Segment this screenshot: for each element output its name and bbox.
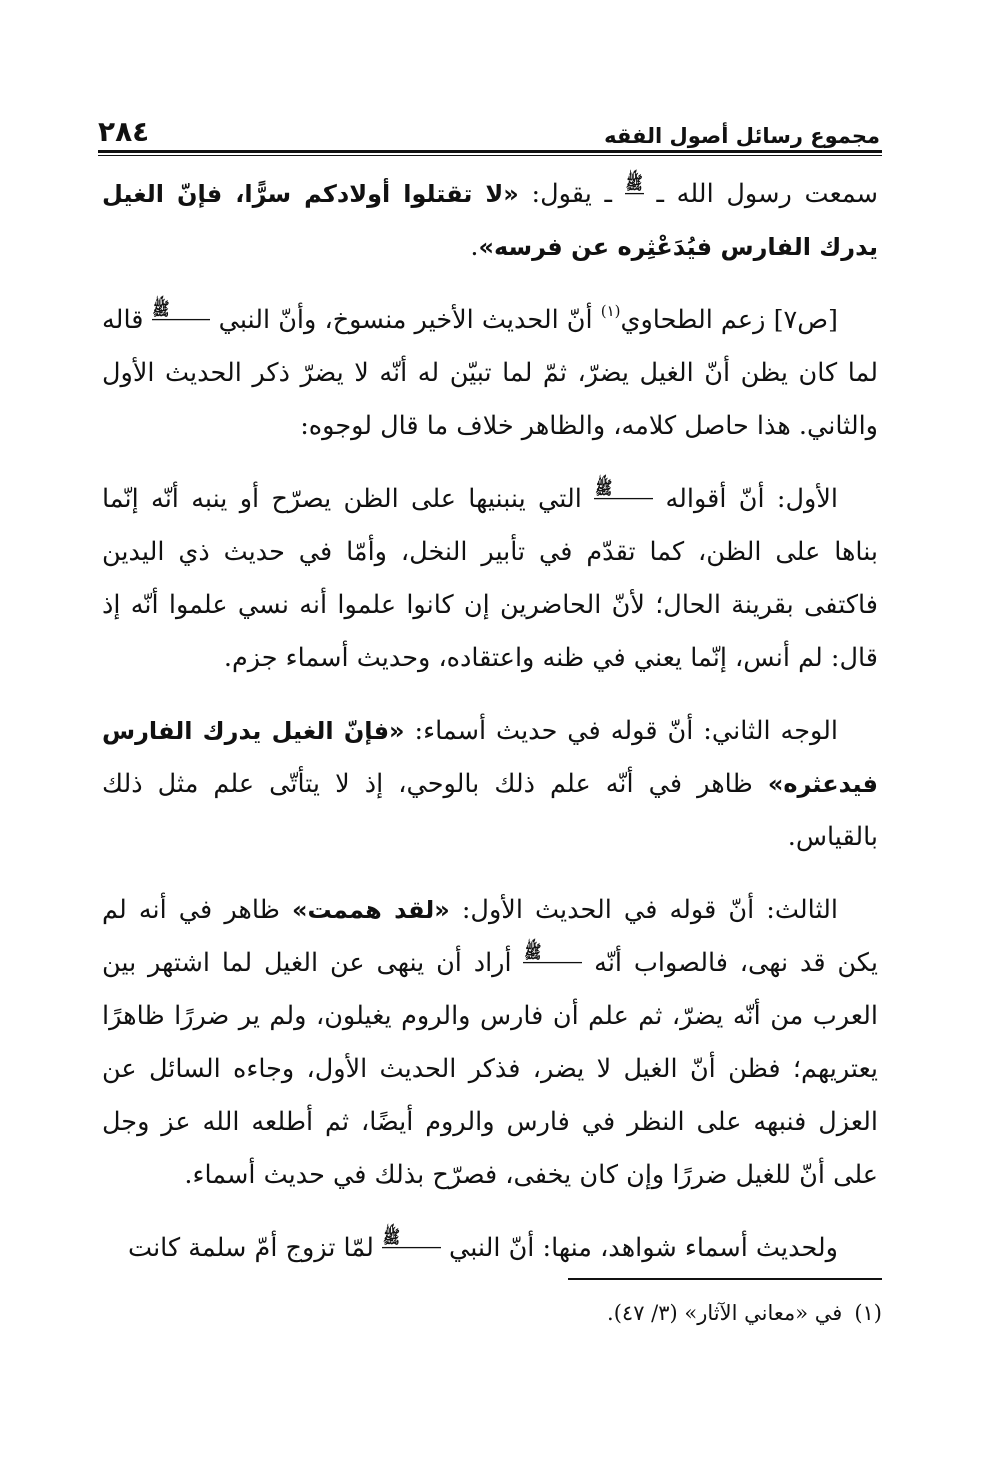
text-run: [ص٧] زعم الطحاوي xyxy=(620,305,838,335)
text-run: ظاهر في أنّه علم ذلك بالوحي، إذ لا يتأتّى علم مثل ذلك بالقياس. xyxy=(102,769,878,852)
running-header xyxy=(98,112,880,148)
hadith-quote: «لا تقتلوا أولادكم سرًّا، فإنّ الغيل يدرك الفارس فيُدَعْثِره عن فرسه» xyxy=(102,180,878,261)
text-run: سمعت رسول الله ـ xyxy=(643,179,878,209)
paragraph-6 xyxy=(102,1222,878,1275)
text-run: التي ينبنيها على الظن يصرّح أو ينبه أنّه إنّما بناها على الظن، كما تقدّم في تأبير النخل، وأمّا في حديث ذي اليدين فاكتفى بقرينة الحال؛ لأنّ الحاضرين إن كانوا علموا أنه نسي علموا أنّه إذ قال: لم أنس، إنّما يعني في ظنه واعتقاده، وحديث أسماء جزم. xyxy=(102,484,878,673)
text-run: ظاهر في أنه لم يكن قد نهى، فالصواب أنّه xyxy=(102,895,878,978)
text-run: لمّا تزوج أمّ سلمة كانت xyxy=(128,1233,382,1263)
paragraph-3 xyxy=(102,473,878,685)
paragraph-1 xyxy=(102,168,878,274)
footnote-text: في «معاني الآثار» (٣/ ٤٧). xyxy=(607,1301,843,1325)
main-text xyxy=(102,168,878,1295)
text-run: ـ يقول: xyxy=(518,179,625,209)
paragraph-2 xyxy=(102,294,878,453)
text-run: أراد أن ينهى عن الغيل لما اشتهر بين العرب من أنّه يضرّ، ثم علم أن فارس والروم يغيلون، ولم ير ضررًا ظاهرًا يعتريهم؛ فظن أنّ الغيل لا يضر، فذكر الحديث الأول، وجاءه السائل عن العزل فنبهه على النظر في فارس والروم أيضًا، ثم أطلعه الله عز وجل على أنّ للغيل ضررًا وإن كان يخفى، فصرّح بذلك في حديث أسماء. xyxy=(102,948,878,1190)
text-run: قاله لما كان يظن أنّ الغيل يضرّ، ثمّ لما تبيّن له أنّه لا يضرّ ذكر الحديث الأول والثاني. هذا حاصل كلامه، والظاهر خلاف ما قال لوجوه: xyxy=(102,305,878,441)
paragraph-5 xyxy=(102,884,878,1202)
salawat-glyph: ﷺ xyxy=(625,173,643,195)
footnote-ref: (١) xyxy=(600,302,621,320)
header-rule xyxy=(98,150,882,153)
paragraph-4 xyxy=(102,705,878,864)
footnote-number: (١) xyxy=(854,1301,882,1325)
salawat-glyph: ﷺ xyxy=(382,1229,441,1249)
text-run: . xyxy=(470,232,479,262)
hadith-quote: «فإنّ الغيل يدرك الفارس فيدعثره» xyxy=(102,717,878,798)
text-run: الأول: أنّ أقواله xyxy=(653,484,838,514)
text-run: ولحديث أسماء شواهد، منها: أنّ النبي xyxy=(440,1233,838,1263)
salawat-glyph: ﷺ xyxy=(152,301,211,321)
hadith-quote: «لقد هممت» xyxy=(292,896,450,924)
salawat-glyph: ﷺ xyxy=(523,944,582,964)
text-run: الوجه الثاني: أنّ قوله في حديث أسماء: xyxy=(404,716,838,746)
header-rule-thin xyxy=(98,155,882,156)
page-number: ٢٨٤ xyxy=(98,115,150,148)
salawat-glyph: ﷺ xyxy=(594,480,653,500)
footnote xyxy=(607,1296,882,1330)
running-title: مجموع رسائل أصول الفقه xyxy=(604,124,880,148)
text-run: أنّ الحديث الأخير منسوخ، وأنّ النبي xyxy=(210,305,601,335)
footnote-rule xyxy=(568,1278,882,1280)
text-run: الثالث: أنّ قوله في الحديث الأول: xyxy=(449,895,838,925)
